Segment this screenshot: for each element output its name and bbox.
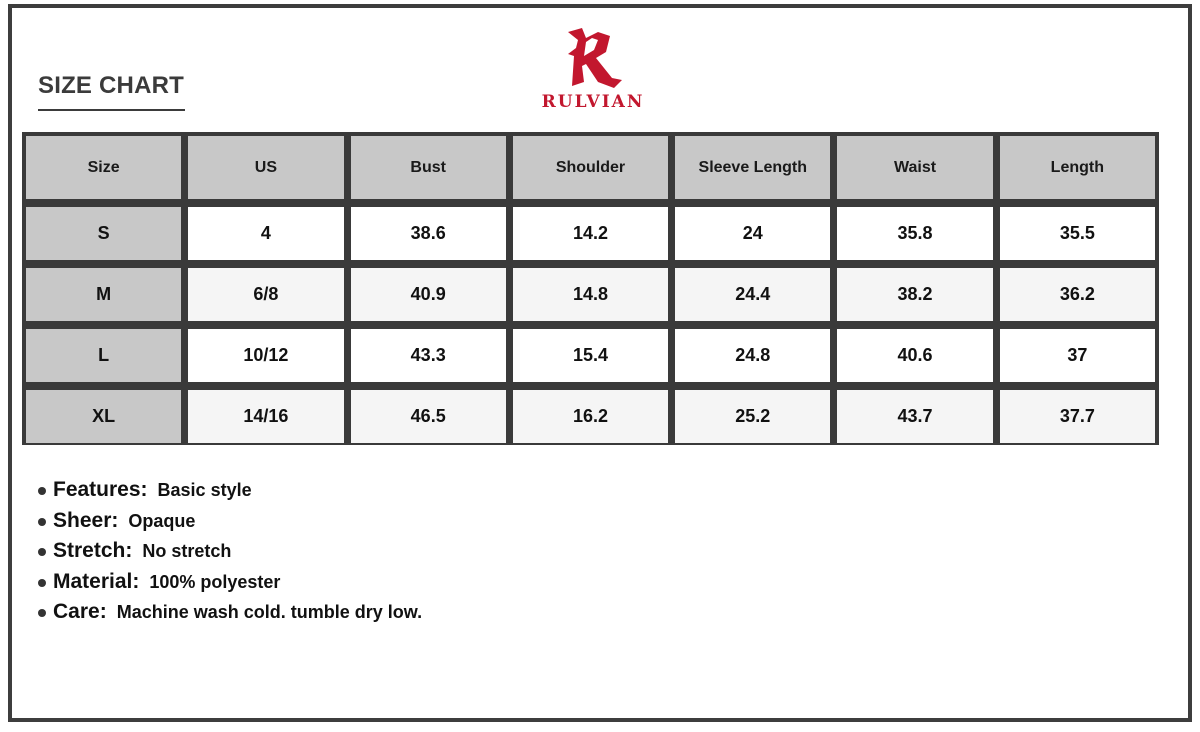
detail-value: Opaque <box>128 510 196 531</box>
detail-value: No stretch <box>142 541 232 561</box>
us-cell: 14/16 <box>188 390 343 443</box>
header-bust: Bust <box>351 136 506 199</box>
header-waist: Waist <box>837 136 992 199</box>
brand-name: RULVIAN <box>541 92 645 112</box>
list-item <box>38 539 422 570</box>
sleeve-length-cell: 24.8 <box>675 329 830 382</box>
header-shoulder: Shoulder <box>513 136 668 199</box>
brand-logo <box>528 26 658 126</box>
waist-cell: 35.8 <box>837 207 992 260</box>
bullet-icon <box>38 518 46 526</box>
length-cell: 37.7 <box>1000 390 1155 443</box>
table-row <box>26 390 1155 443</box>
sleeve-length-cell: 24.4 <box>675 268 830 321</box>
page-title: SIZE CHART <box>38 72 184 99</box>
length-cell: 36.2 <box>1000 268 1155 321</box>
size-cell: XL <box>26 390 181 443</box>
sleeve-length-cell: 24 <box>675 207 830 260</box>
size-table <box>19 128 1162 451</box>
bust-cell: 40.9 <box>351 268 506 321</box>
table-row <box>26 207 1155 260</box>
detail-value: 100% polyester <box>149 571 281 592</box>
bullet-icon <box>38 487 46 495</box>
table-header-row <box>26 136 1155 199</box>
waist-cell: 43.7 <box>837 390 992 443</box>
table-row <box>26 268 1155 321</box>
size-table-container <box>22 132 1159 445</box>
detail-label: Sheer: <box>53 508 119 532</box>
product-details-list <box>38 478 422 631</box>
us-cell: 4 <box>188 207 343 260</box>
sleeve-length-cell: 25.2 <box>675 390 830 443</box>
detail-value: Basic style <box>157 480 252 500</box>
header-length: Length <box>1000 136 1155 199</box>
bust-cell: 43.3 <box>351 329 506 382</box>
detail-value: Machine wash cold. tumble dry low. <box>116 602 423 622</box>
waist-cell: 40.6 <box>837 329 992 382</box>
bullet-icon <box>38 609 46 617</box>
length-cell: 37 <box>1000 329 1155 382</box>
waist-cell: 38.2 <box>837 268 992 321</box>
bullet-icon <box>38 579 46 587</box>
header-us: US <box>188 136 343 199</box>
bullet-icon <box>38 548 46 556</box>
shoulder-cell: 16.2 <box>513 390 668 443</box>
detail-label: Material: <box>53 569 140 593</box>
table-row <box>26 329 1155 382</box>
header-sleeve-length: Sleeve Length <box>675 136 830 199</box>
list-item <box>38 600 422 631</box>
header-size: Size <box>26 136 181 199</box>
detail-label: Stretch: <box>53 539 133 562</box>
shoulder-cell: 14.2 <box>513 207 668 260</box>
list-item <box>38 570 422 601</box>
detail-label: Features: <box>53 478 148 501</box>
brand-r-icon <box>562 26 624 90</box>
us-cell: 6/8 <box>188 268 343 321</box>
bust-cell: 38.6 <box>351 207 506 260</box>
size-cell: S <box>26 207 181 260</box>
shoulder-cell: 14.8 <box>513 268 668 321</box>
shoulder-cell: 15.4 <box>513 329 668 382</box>
length-cell: 35.5 <box>1000 207 1155 260</box>
list-item <box>38 509 422 540</box>
title-underline <box>38 109 185 111</box>
size-cell: L <box>26 329 181 382</box>
bust-cell: 46.5 <box>351 390 506 443</box>
size-cell: M <box>26 268 181 321</box>
list-item <box>38 478 422 509</box>
us-cell: 10/12 <box>188 329 343 382</box>
detail-label: Care: <box>53 600 107 623</box>
